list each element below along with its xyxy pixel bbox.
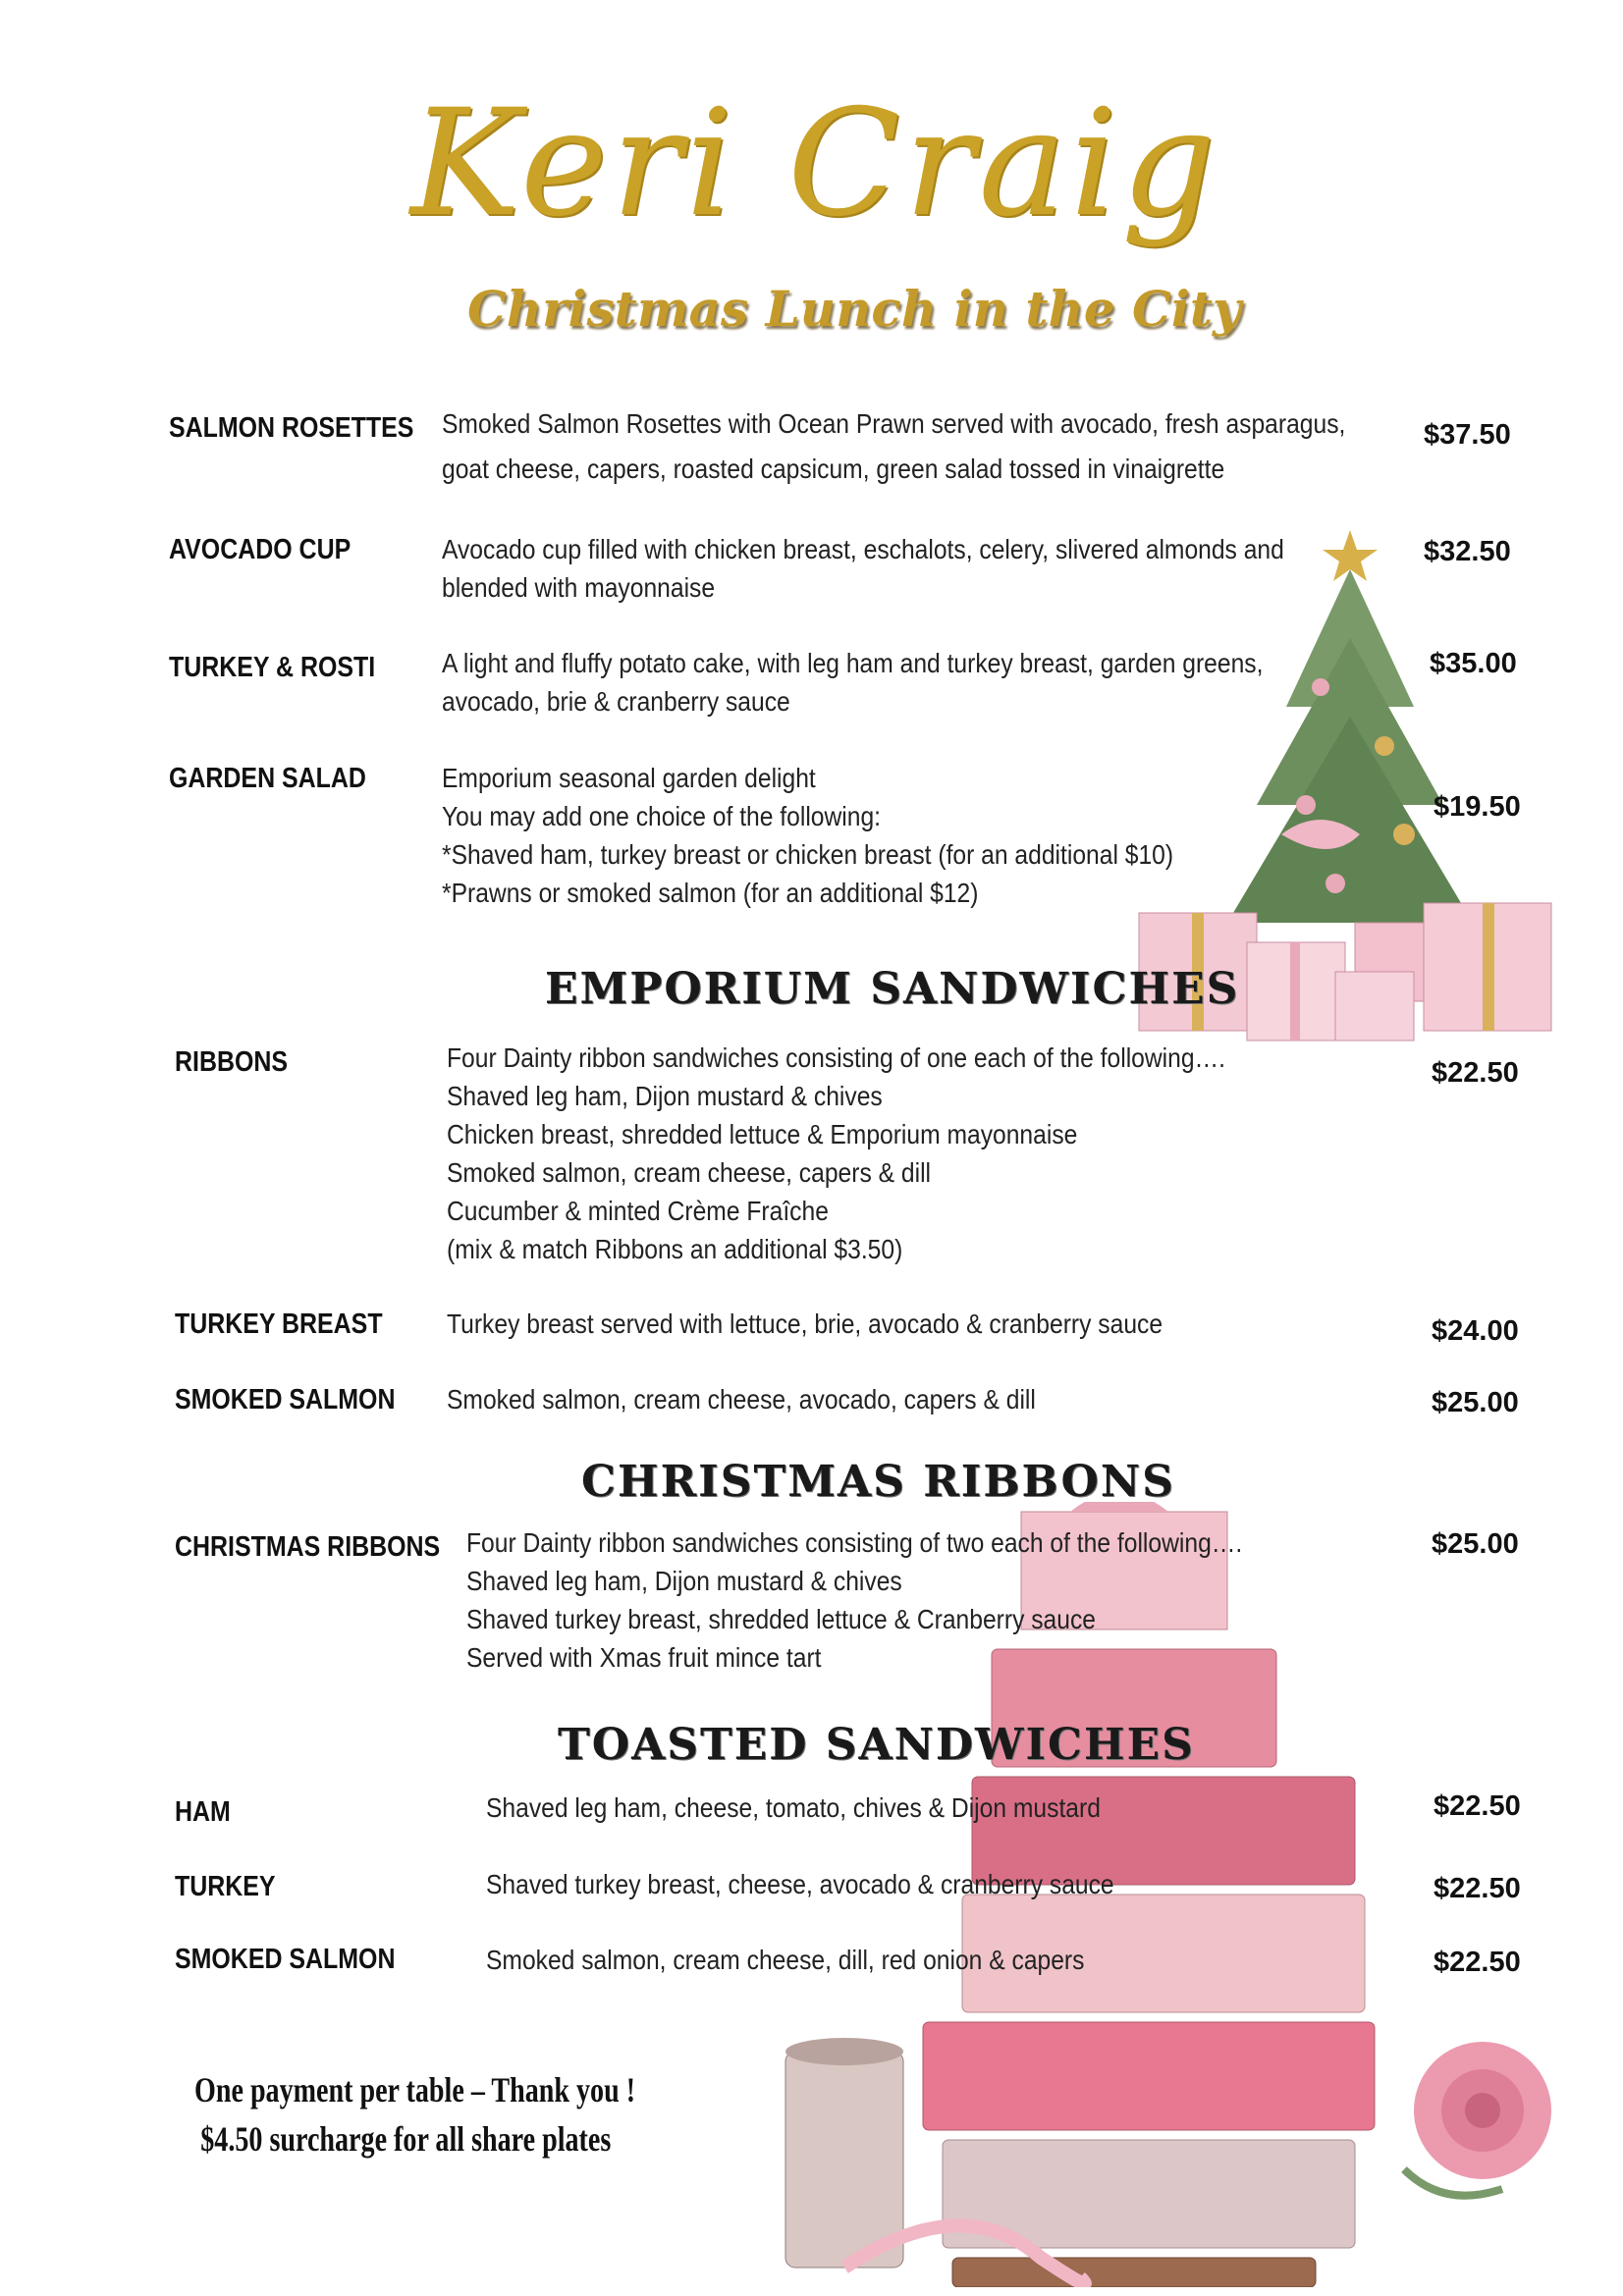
item-description: Smoked Salmon Rosettes with Ocean Prawn served with avocado, fresh asparagus, goat cheese, capers, roasted capsicum, green salad tossed in vinaigrette <box>442 408 1346 484</box>
item-name: AVOCADO CUP <box>169 534 352 565</box>
item-price: $19.50 <box>1434 791 1521 823</box>
item-name: TURKEY BREAST <box>175 1308 383 1340</box>
item-description: Shaved leg ham, cheese, tomato, chives & Dijon mustard <box>486 1792 1101 1823</box>
item-price: $22.50 <box>1434 1947 1521 1978</box>
section-heading: EMPORIUM SANDWICHES <box>545 964 1240 1014</box>
item-name: RIBBONS <box>175 1046 289 1078</box>
item-price: $25.00 <box>1432 1528 1519 1560</box>
item-description: Avocado cup filled with chicken breast, eschalots, celery, slivered almonds and blended with mayonnaise <box>442 534 1284 603</box>
item-description: Emporium seasonal garden delight You may add one choice of the following: *Shaved ham, turkey breast or chicken breast (for an additional $10) *Prawns or smoked salmon (for an additional $12) <box>442 763 1174 908</box>
item-price: $22.50 <box>1434 1873 1521 1904</box>
item-price: $32.50 <box>1424 536 1511 567</box>
item-price: $25.00 <box>1432 1387 1519 1418</box>
item-name: CHRISTMAS RIBBONS <box>175 1531 441 1563</box>
item-description: Smoked salmon, cream cheese, avocado, capers & dill <box>447 1384 1036 1415</box>
section-heading: CHRISTMAS RIBBONS <box>581 1457 1175 1507</box>
item-description: Four Dainty ribbon sandwiches consisting of two each of the following…. Shaved leg ham, Dijon mustard & chives Shaved turkey breast, shredded lettuce & Cranberry sauce Served with Xmas fruit mince tart <box>466 1527 1243 1673</box>
item-name: TURKEY <box>175 1871 276 1902</box>
surcharge-note: $4.50 surcharge for all share plates <box>200 2119 612 2159</box>
item-price: $22.50 <box>1432 1057 1519 1089</box>
item-name: SMOKED SALMON <box>175 1944 396 1975</box>
item-name: HAM <box>175 1796 231 1828</box>
item-name: SMOKED SALMON <box>175 1384 396 1415</box>
item-name: GARDEN SALAD <box>169 763 366 794</box>
item-description: Smoked salmon, cream cheese, dill, red onion & capers <box>486 1945 1085 1975</box>
item-price: $37.50 <box>1424 419 1511 451</box>
item-description: A light and fluffy potato cake, with leg ham and turkey breast, garden greens, avocado, brie & cranberry sauce <box>442 648 1264 717</box>
item-price: $35.00 <box>1430 648 1517 679</box>
item-description: Shaved turkey breast, cheese, avocado & cranberry sauce <box>486 1869 1114 1899</box>
payment-note: One payment per table – Thank you ! <box>194 2070 636 2109</box>
item-name: SALMON ROSETTES <box>169 412 414 444</box>
item-price: $24.00 <box>1432 1315 1519 1347</box>
item-price: $22.50 <box>1434 1790 1521 1822</box>
footer-note <box>194 2065 635 2163</box>
section-heading: TOASTED SANDWICHES <box>558 1720 1195 1770</box>
item-description: Four Dainty ribbon sandwiches consisting of one each of the following…. Shaved leg ham, Dijon mustard & chives Chicken breast, shredded lettuce & Emporium mayonnaise Smoked salmon, cream cheese, capers & dill Cucumber & minted Crème Fraîche (mix & match Ribbons an additional $3.50) <box>447 1042 1226 1264</box>
item-name: TURKEY & ROSTI <box>169 652 376 683</box>
page-subtitle: Christmas Lunch in the City <box>466 280 1241 338</box>
item-description: Turkey breast served with lettuce, brie, avocado & cranberry sauce <box>447 1308 1163 1339</box>
keri-craig-logo: Keri Craig <box>409 79 1220 249</box>
